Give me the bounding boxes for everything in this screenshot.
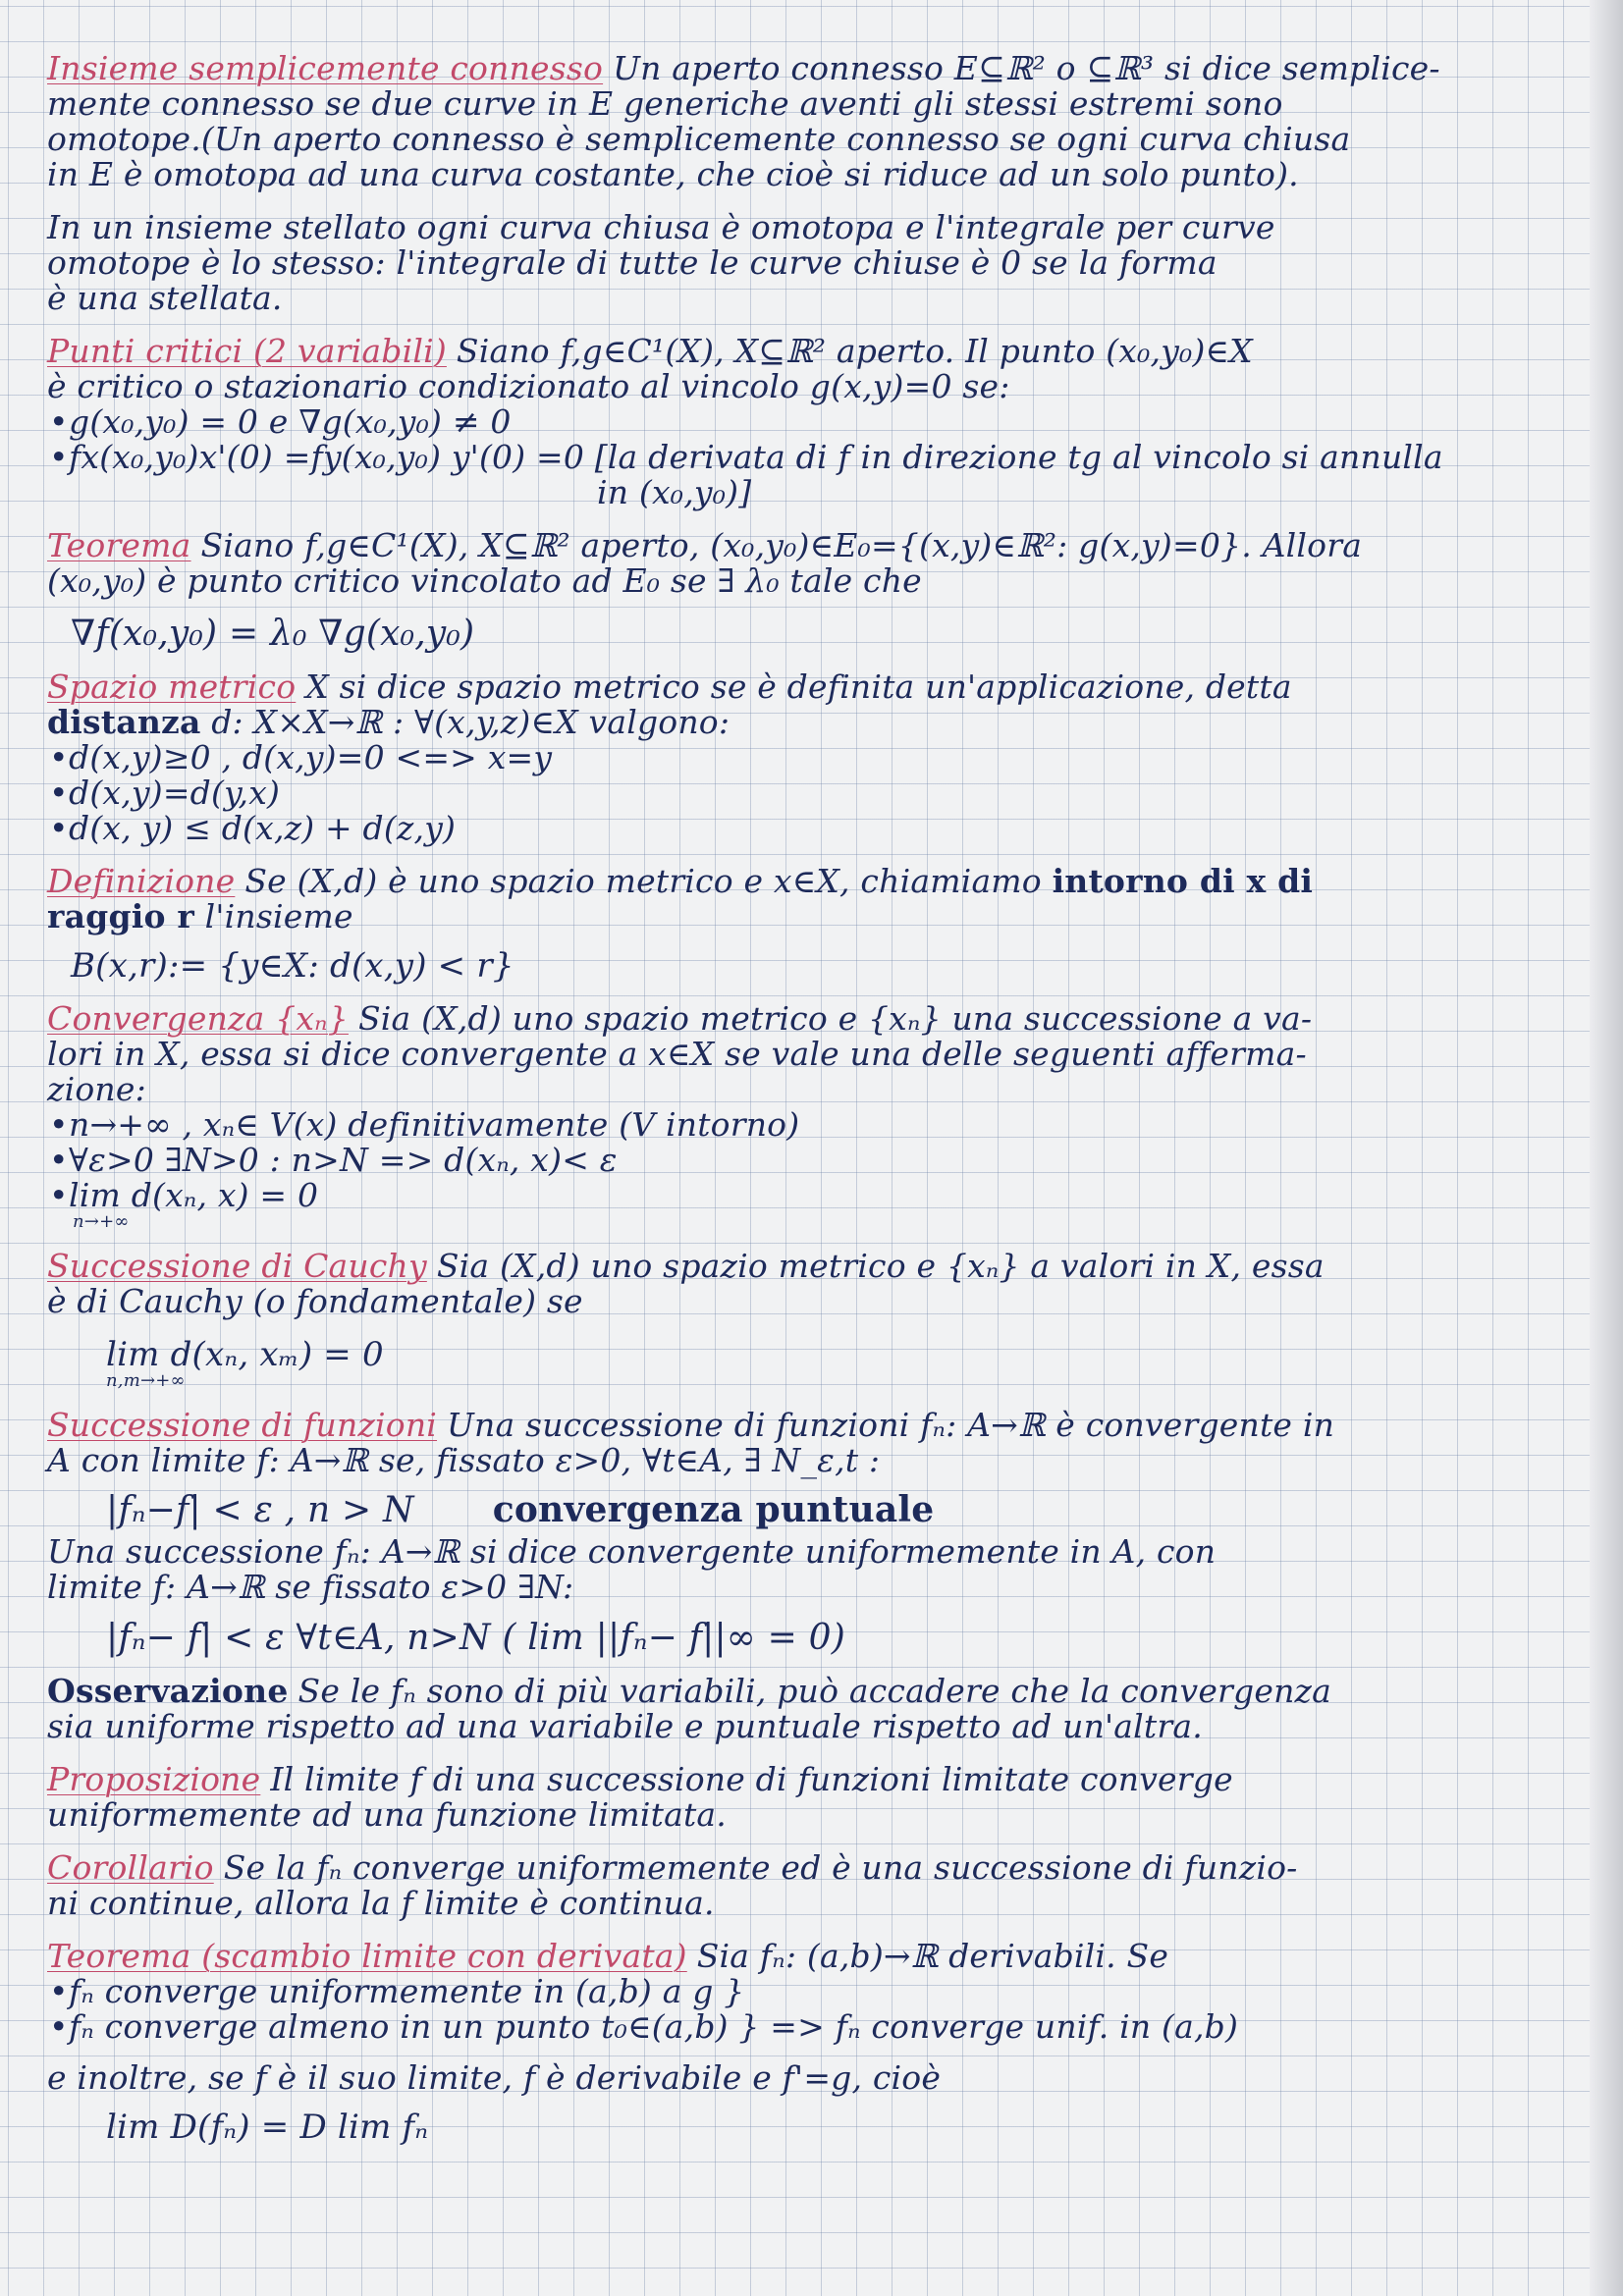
text-line: Sia (X,d) uno spazio metrico e {xₙ} una successione a va- [357, 999, 1313, 1038]
text-line: Se le fₙ sono di più variabili, può accadere che la convergenza [298, 1672, 1331, 1710]
section-corollary [47, 1850, 1564, 1921]
list-item: • d(x,y)≥0 , d(x,y)=0 <=> x=y [47, 740, 1564, 775]
text-line: zione: [47, 1070, 146, 1108]
term-raggio: raggio r [47, 897, 194, 935]
text-line: A con limite f: A→ℝ se, fissato ε>0, ∀t∈A, ∃ N_ε,t : [47, 1441, 881, 1479]
section-critical-points [47, 334, 1564, 510]
text-line: Sia (X,d) uno spazio metrico e {xₙ} a valori in X, essa [436, 1247, 1325, 1285]
term-distanza: distanza [47, 703, 201, 741]
list-item: • fₙ converge almeno in un punto t₀∈(a,b) } => fₙ converge unif. in (a,b) [47, 2009, 1564, 2045]
formula: |fₙ− f| < ε ∀t∈A, n>N ( lim ||fₙ− f||∞ = 0) [106, 1618, 845, 1658]
section-definition-neighborhood [47, 864, 1564, 984]
text-line: mente connesso se due curve in E generiche aventi gli stessi estremi sono [47, 84, 1283, 123]
text-line: lori in X, essa si dice convergente a x∈X se vale una delle seguenti afferma- [47, 1035, 1307, 1073]
formula: lim D(fₙ) = D lim fₙ [106, 2108, 429, 2147]
text-line: limite f: A→ℝ se fissato ε>0 ∃N: [47, 1568, 574, 1606]
bullet-list [47, 1107, 1564, 1213]
limit-subscript: n→+∞ [73, 1211, 130, 1232]
term-intorno: intorno di x di [1052, 862, 1314, 900]
text-line: sia uniforme rispetto ad una variabile e puntuale rispetto ad un'altra. [47, 1707, 1203, 1745]
list-item: • g(x₀,y₀) = 0 e ∇g(x₀,y₀) ≠ 0 [47, 404, 1564, 440]
list-item: • ∀ε>0 ∃N>0 : n>N => d(xₙ, x)< ε [47, 1143, 1564, 1178]
heading-corollary: Corollario [47, 1848, 214, 1887]
text-line: (x₀,y₀) è punto critico vincolato ad E₀ se ∃ λ₀ tale che [47, 561, 922, 600]
handwritten-notes [47, 51, 1564, 2163]
list-item: • n→+∞ , xₙ∈ V(x) definitivamente (V intorno) [47, 1107, 1564, 1143]
list-item: • fx(x₀,y₀)x'(0) =fy(x₀,y₀) y'(0) =0 [la derivata di f in direzione tg al vincolo si annulla [47, 440, 1564, 475]
section-observation [47, 1674, 1564, 1744]
term-convergenza-puntuale: convergenza puntuale [492, 1489, 935, 1530]
heading-critical-points: Punti critici (2 variabili) [47, 332, 447, 370]
text-line: X si dice spazio metrico se è definita un'applicazione, detta [305, 667, 1292, 706]
text-line: Il limite f di una successione di funzioni limitate converge [270, 1760, 1233, 1798]
section-theorem-derivative [47, 1939, 1564, 2145]
section-convergence [47, 1001, 1564, 1231]
heading-proposition: Proposizione [47, 1760, 261, 1798]
text-line: omotope.(Un aperto connesso è semplicemente connesso se ogni curva chiusa [47, 120, 1351, 158]
section-proposition [47, 1762, 1564, 1833]
heading-cauchy: Successione di Cauchy [47, 1247, 427, 1285]
list-item: • d(x,y)=d(y,x) [47, 775, 1564, 811]
text-line: d: X×X→ℝ : ∀(x,y,z)∈X valgono: [200, 703, 730, 741]
text-line: Sia fₙ: (a,b)→ℝ derivabili. Se [696, 1937, 1169, 1975]
list-item: • d(x, y) ≤ d(x,z) + d(z,y) [47, 811, 1564, 846]
text-line: è di Cauchy (o fondamentale) se [47, 1282, 583, 1320]
text-line: è critico o stazionario condizionato al vincolo g(x,y)=0 se: [47, 367, 1010, 405]
heading-observation: Osservazione [47, 1672, 289, 1710]
text-line: in E è omotopa ad una curva costante, che cioè si riduce ad un solo punto). [47, 155, 1299, 193]
section-function-sequences [47, 1408, 1564, 1656]
text-line: Se la fₙ converge uniformemente ed è una successione di funzio- [223, 1848, 1298, 1887]
section-theorem-lagrange [47, 528, 1564, 652]
list-item: • fₙ converge uniformemente in (a,b) a g } [47, 1974, 1564, 2009]
formula: |fₙ−f| < ε , n > N [106, 1490, 414, 1530]
formula: B(x,r):= {y∈X: d(x,y) < r} [71, 946, 514, 986]
section-metric-space [47, 669, 1564, 846]
bullet-list [47, 1974, 1564, 2045]
text-line: Siano f,g∈C¹(X), X⊆ℝ² aperto. Il punto (x₀,y₀)∈X [456, 332, 1253, 370]
heading-theorem: Teorema [47, 526, 191, 564]
text-line: ni continue, allora la f limite è continua. [47, 1884, 715, 1922]
text-line: e inoltre, se f è il suo limite, f è derivabile e f'=g, cioè [47, 2058, 942, 2097]
formula: ∇f(x₀,y₀) = λ₀ ∇g(x₀,y₀) [71, 614, 475, 654]
heading-theorem-derivative: Teorema (scambio limite con derivata) [47, 1937, 687, 1975]
text-line: in (x₀,y₀)] [597, 473, 752, 511]
heading-definition: Definizione [47, 862, 236, 900]
page-edge-shadow [1590, 0, 1623, 2296]
text-line: Una successione di funzioni fₙ: A→ℝ è convergente in [447, 1406, 1335, 1444]
section-cauchy [47, 1249, 1564, 1390]
heading-function-sequences: Successione di funzioni [47, 1406, 438, 1444]
list-item: • lim d(xₙ, x) = 0 [47, 1178, 1564, 1213]
bullet-list [47, 740, 1564, 846]
text-line: Un aperto connesso E⊆ℝ² o ⊆ℝ³ si dice semplice- [613, 49, 1440, 87]
formula: lim d(xₙ, xₘ) = 0 [106, 1335, 384, 1374]
bullet-list [47, 404, 1564, 475]
text-line: è una stellata. [47, 279, 283, 317]
section-simply-connected [47, 51, 1564, 316]
heading-metric-space: Spazio metrico [47, 667, 297, 706]
limit-subscript: n,m→+∞ [106, 1370, 186, 1391]
heading-simply-connected: Insieme semplicemente connesso [47, 49, 604, 87]
text-line: l'insieme [193, 897, 353, 935]
text-line: In un insieme stellato ogni curva chiusa è omotopa e l'integrale per curve [47, 208, 1275, 246]
text-line: Siano f,g∈C¹(X), X⊆ℝ² aperto, (x₀,y₀)∈E₀={(x,y)∈ℝ²: g(x,y)=0}. Allora [200, 526, 1363, 564]
text-line: Una successione fₙ: A→ℝ si dice convergente uniformemente in A, con [47, 1532, 1217, 1571]
text-line: Se (X,d) è uno spazio metrico e x∈X, chiamiamo [244, 862, 1053, 900]
text-line: omotope è lo stesso: l'integrale di tutte le curve chiuse è 0 se la forma [47, 243, 1217, 282]
heading-convergence: Convergenza {xₙ} [47, 999, 349, 1038]
text-line: uniformemente ad una funzione limitata. [47, 1795, 727, 1834]
